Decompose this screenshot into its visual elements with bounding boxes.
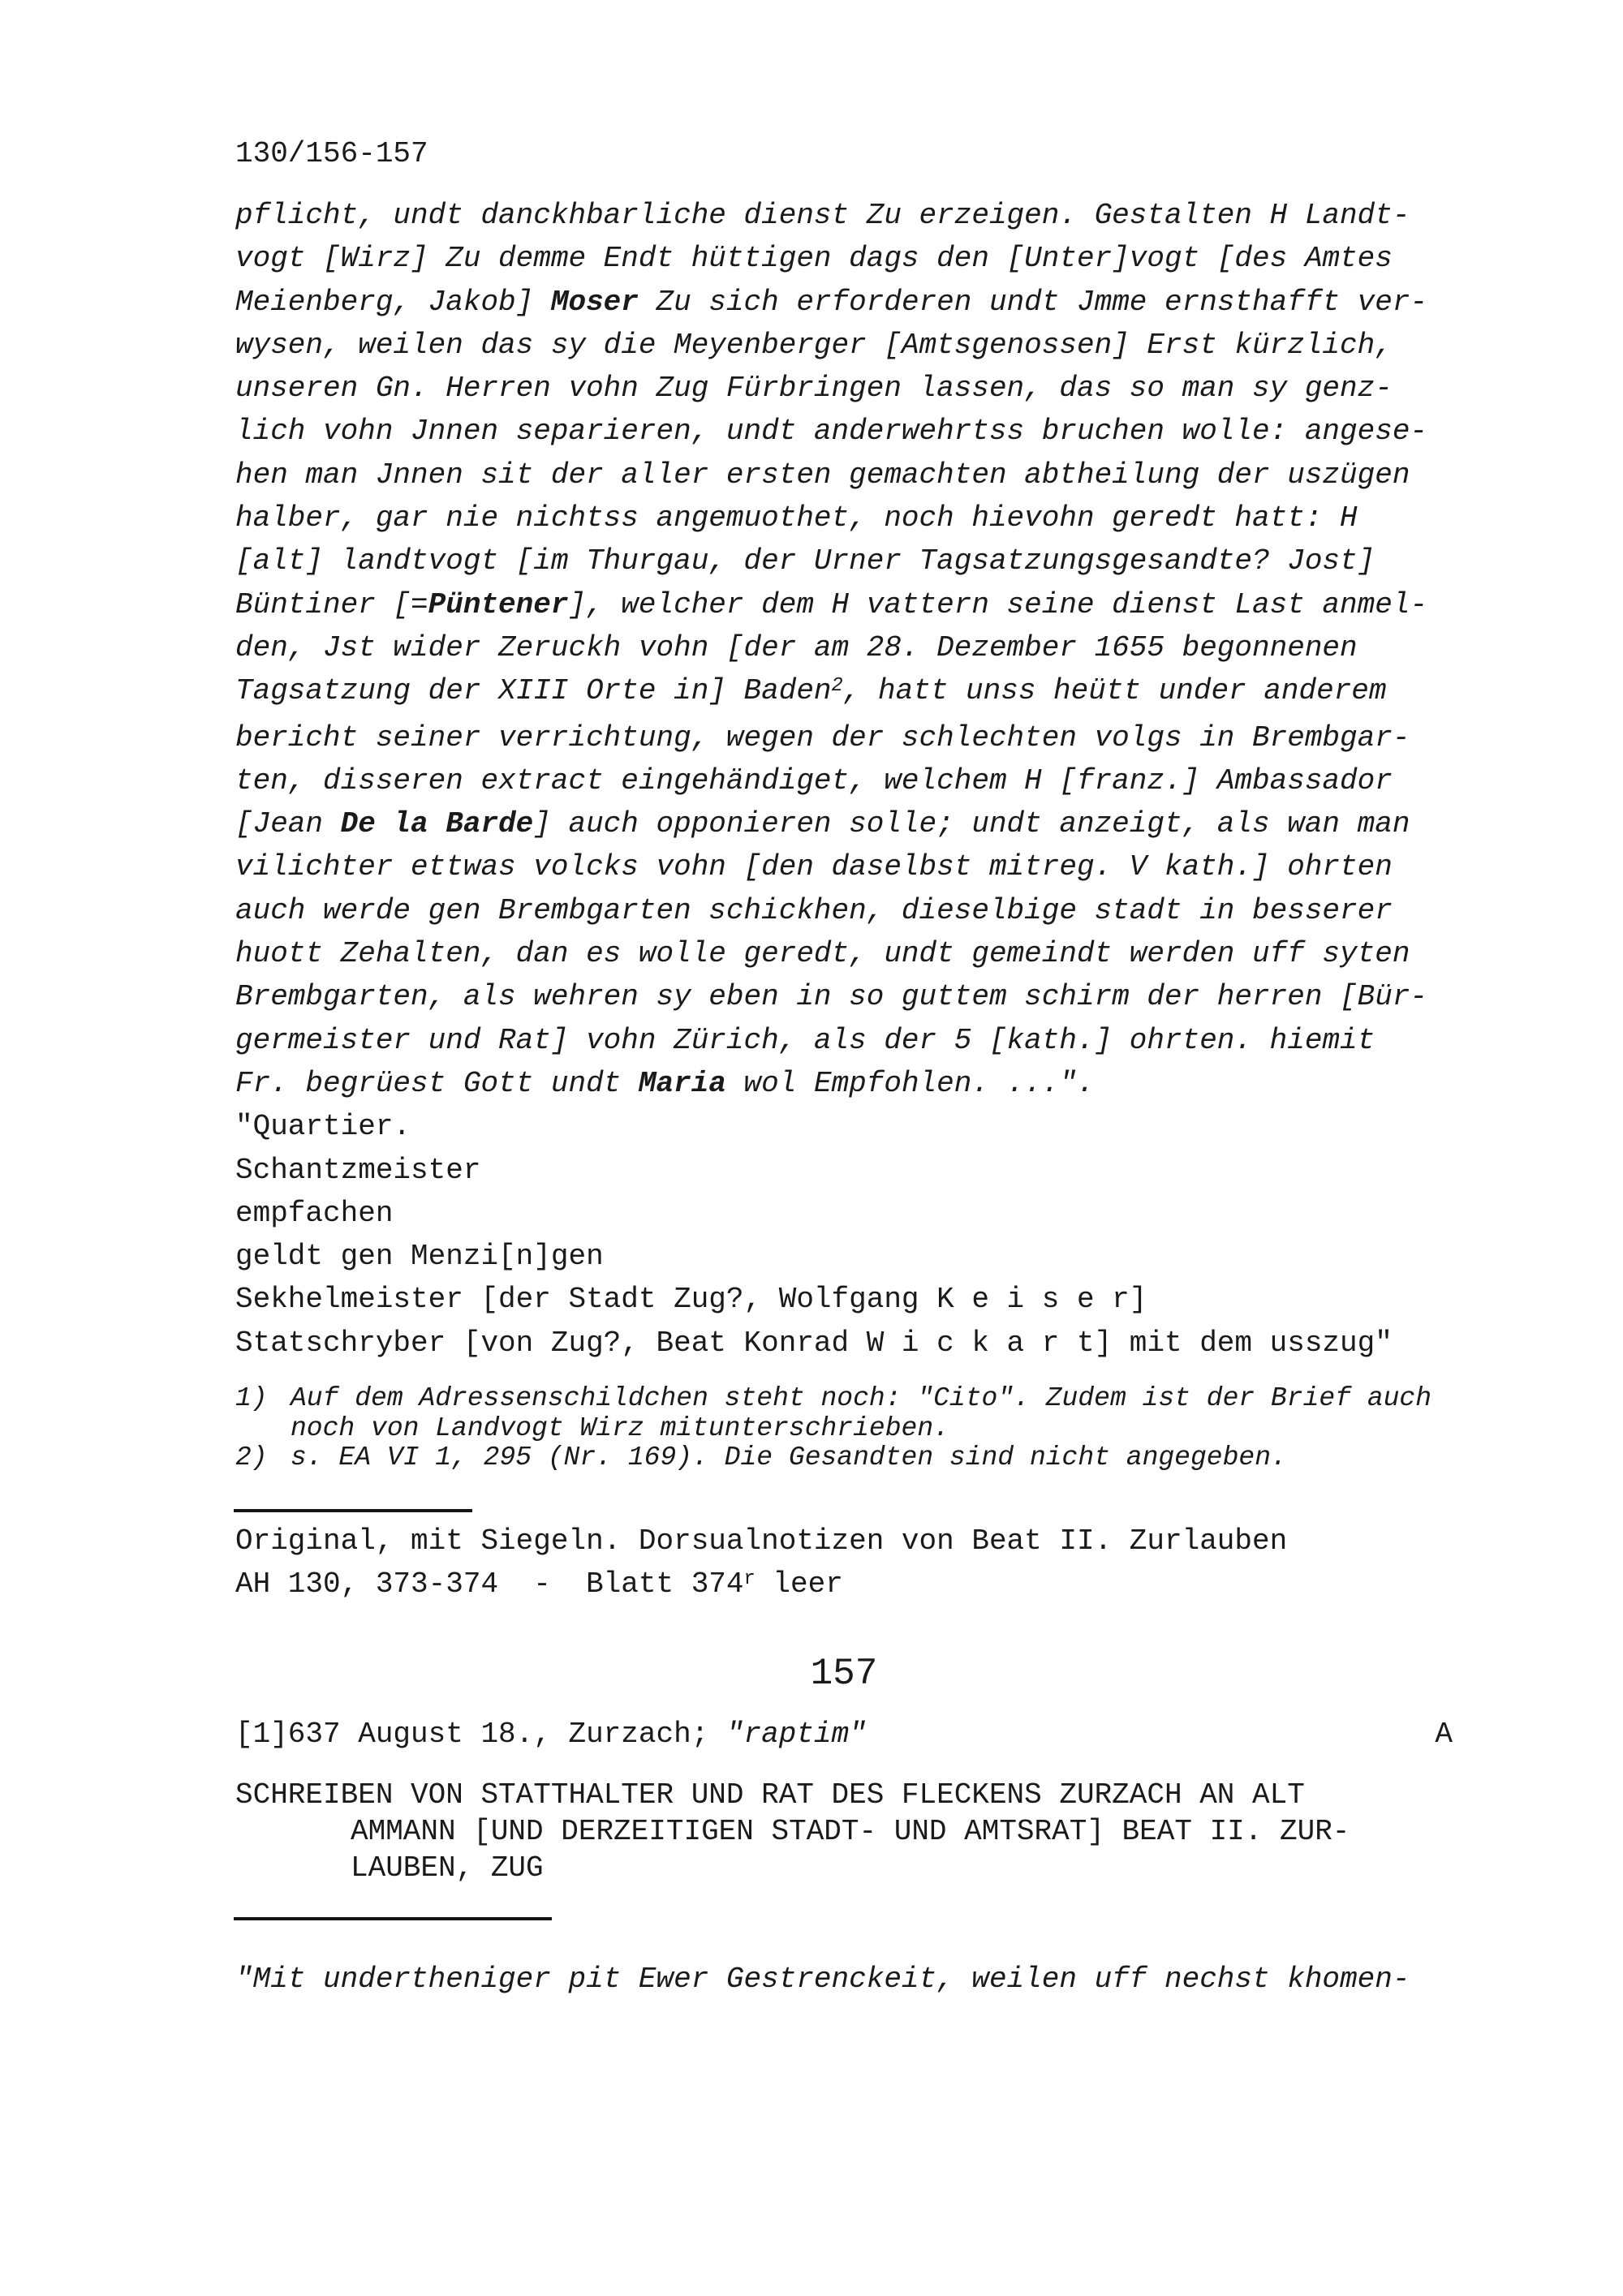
entry-opening-quote: "Mit undertheniger pit Ewer Gestrenckeit, weilen uff nechst khomen- (235, 1963, 1410, 1996)
footnote-marker: 2) (235, 1443, 268, 1473)
footnote (235, 1384, 1431, 1443)
body-line: bericht seiner verrichtung, wegen der schlechten volgs in Brembgar- (235, 720, 1410, 755)
body-line: halber, gar nie nichtss angemuothet, noch hievohn geredt hatt: H (235, 501, 1358, 535)
transcription-body (235, 194, 1427, 1365)
body-line: [alt] landtvogt [im Thurgau, der Urner Tagsatzungsgesandte? Jost] (235, 544, 1375, 578)
entry-title-line: LAUBEN, ZUG (351, 1851, 544, 1885)
body-line: [Jean De la Barde] auch opponieren solle; undt anzeigt, als wan man (235, 807, 1410, 841)
body-line: ten, disseren extract eingehändiget, welchem H [franz.] Ambassador (235, 763, 1393, 798)
archive-reference: 130/156-157 (235, 137, 428, 170)
body-line: geldt gen Menzi[n]gen (235, 1240, 604, 1274)
body-line: hen man Jnnen sit der aller ersten gemachten abtheilung der uszügen (235, 458, 1410, 492)
separator-rule-footnotes (234, 1509, 472, 1512)
provenance-shelfmark: AH 130, 373-374 - Blatt 374$^r$ leer (235, 1567, 843, 1602)
body-line: "Quartier. (235, 1110, 411, 1144)
body-line: unseren Gn. Herren vohn Zug Fürbringen lassen, das so man sy genz- (235, 372, 1393, 406)
body-line: empfachen (235, 1196, 394, 1230)
body-line: lich vohn Jnnen separieren, undt anderwehrtss bruchen wolle: angese- (235, 415, 1428, 449)
body-line: Fr. begrüest Gott undt Maria wol Empfohlen. ...". (235, 1066, 1095, 1100)
body-line: Büntiner [=Püntener], welcher dem H vattern seine dienst Last anmel- (235, 587, 1428, 621)
provenance-line: Original, mit Siegeln. Dorsualnotizen von Beat II. Zurlauben (235, 1524, 1288, 1558)
footnote-text: Auf dem Adressenschildchen steht noch: "Cito". Zudem ist der Brief auch noch von Landvogt Wirz mitunterschrieben. (291, 1383, 1432, 1443)
entry-number-heading: 157 (810, 1653, 878, 1695)
body-line: wysen, weilen das sy die Meyenberger [Amtsgenossen] Erst kürzlich, (235, 328, 1393, 362)
body-line: Schantzmeister (235, 1153, 481, 1187)
body-line: germeister und Rat] vohn Zürich, als der 5 [kath.] ohrten. hiemit (235, 1023, 1375, 1057)
body-line: Brembgarten, als wehren sy eben in so guttem schirm der herren [Bür- (235, 980, 1428, 1014)
body-line: Statschryber [von Zug?, Beat Konrad W i c k a r t] mit dem usszug" (235, 1326, 1393, 1360)
entry-date: [1]637 August 18., Zurzach; "raptim" (235, 1718, 867, 1751)
entry-title-line: SCHREIBEN VON STATTHALTER UND RAT DES FLECKENS ZURZACH AN ALT (235, 1778, 1305, 1812)
body-line: pflicht, undt danckhbarliche dienst Zu erzeigen. Gestalten H Landt- (235, 199, 1410, 232)
entry-title-line: AMMANN [UND DERZEITIGEN STADT- UND AMTSRAT] BEAT II. ZUR- (351, 1815, 1350, 1848)
footnote-text: s. EA VI 1, 295 (Nr. 169). Die Gesandten sind nicht angegeben. (291, 1443, 1287, 1473)
footnote (235, 1443, 1431, 1473)
body-line: vogt [Wirz] Zu demme Endt hüttigen dags den [Unter]vogt [des Amtes (235, 242, 1393, 276)
entry-title-block (235, 1777, 1350, 1886)
body-line: auch werde gen Brembgarten schickhen, dieselbige stadt in besserer (235, 893, 1393, 927)
entry-dateline-row (235, 1717, 1453, 1752)
footnotes-block (235, 1384, 1431, 1473)
footnote-marker: 1) (235, 1383, 268, 1413)
body-line: Sekhelmeister [der Stadt Zug?, Wolfgang K e i s e r] (235, 1283, 1147, 1317)
provenance-block (235, 1520, 1287, 1610)
body-line: huott Zehalten, dan es wolle geredt, undt gemeindt werden uff syten (235, 937, 1410, 971)
corner-mark: A (1435, 1718, 1453, 1751)
body-line: vilichter ettwas volcks vohn [den daselbst mitreg. V kath.] ohrten (235, 850, 1393, 884)
body-line: den, Jst wider Zeruckh vohn [der am 28. Dezember 1655 begonnenen (235, 630, 1358, 664)
body-line: Tagsatzung der XIII Orte in] Baden$^2$, hatt unss heütt under anderem (235, 674, 1387, 708)
separator-rule-entry (234, 1917, 552, 1920)
body-line: Meienberg, Jakob] Moser Zu sich erforderen undt Jmme ernsthafft ver- (235, 285, 1428, 319)
